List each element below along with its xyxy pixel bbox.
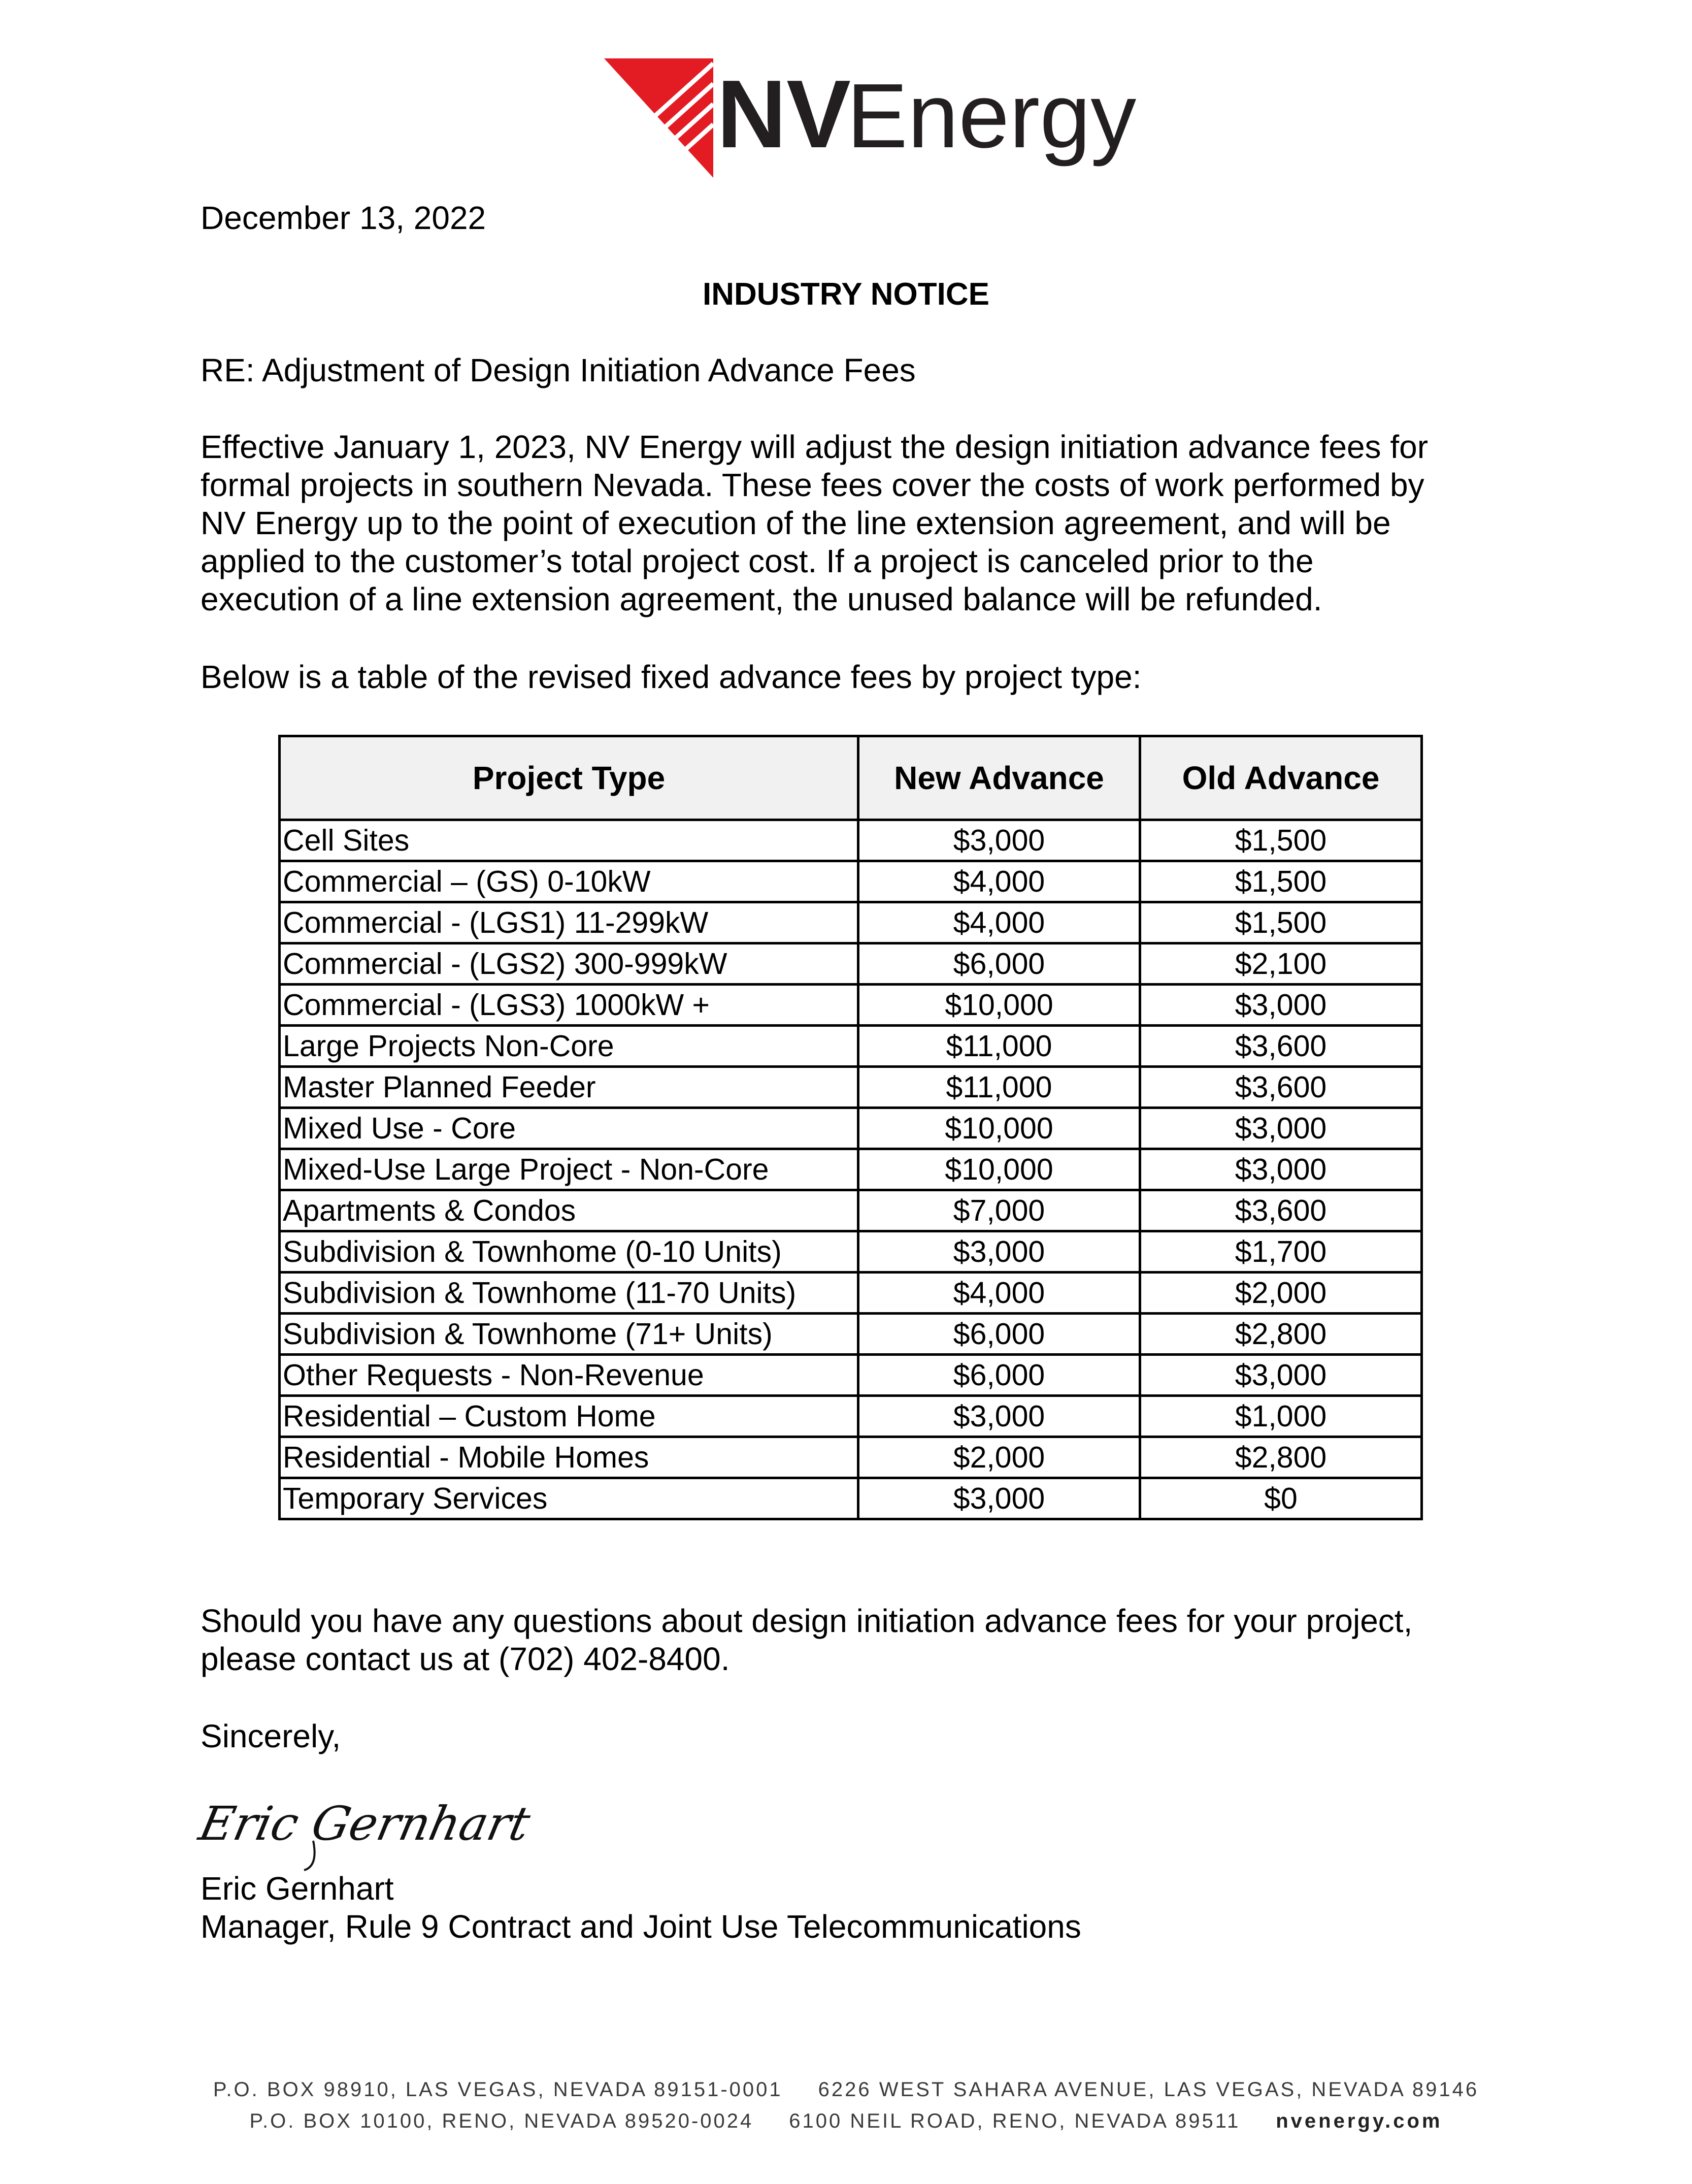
table-row	[280, 1108, 1422, 1149]
table-row	[280, 985, 1422, 1026]
new-advance-cell: $3,000	[858, 1396, 1140, 1437]
project-type-cell: Cell Sites	[280, 820, 858, 861]
old-advance-cell: $2,800	[1140, 1314, 1422, 1355]
paragraph-line: NV Energy up to the point of execution of the line extension agreement, and will be	[201, 505, 1391, 541]
old-advance-cell: $1,500	[1140, 861, 1422, 902]
logo-text-nv: NV	[717, 60, 851, 168]
old-advance-cell: $3,600	[1140, 1067, 1422, 1108]
new-advance-cell: $10,000	[858, 985, 1140, 1026]
footer-website: nvenergy.com	[1276, 2110, 1443, 2132]
old-advance-cell: $3,600	[1140, 1190, 1422, 1231]
paragraph-line: applied to the customer’s total project cost. If a project is canceled prior to the	[201, 543, 1314, 579]
table-row	[280, 1437, 1422, 1478]
header-old-advance: Old Advance	[1140, 736, 1422, 820]
new-advance-cell: $6,000	[858, 943, 1140, 985]
table-row	[280, 1314, 1422, 1355]
old-advance-cell: $2,100	[1140, 943, 1422, 985]
re-line: RE: Adjustment of Design Initiation Advance Fees	[201, 352, 916, 388]
new-advance-cell: $4,000	[858, 1273, 1140, 1314]
notice-title: INDUSTRY NOTICE	[703, 277, 989, 312]
body-paragraph	[201, 428, 1515, 618]
old-advance-cell: $3,000	[1140, 985, 1422, 1026]
nv-energy-logo	[604, 58, 1137, 178]
old-advance-cell: $2,000	[1140, 1273, 1422, 1314]
header-new-advance: New Advance	[858, 736, 1140, 820]
signer-name: Eric Gernhart	[201, 1870, 394, 1907]
paragraph-line: Effective January 1, 2023, NV Energy will adjust the design initiation advance fees for	[201, 429, 1428, 465]
project-type-cell: Temporary Services	[280, 1478, 858, 1519]
old-advance-cell: $3,600	[1140, 1026, 1422, 1067]
project-type-cell: Master Planned Feeder	[280, 1067, 858, 1108]
project-type-cell: Subdivision & Townhome (71+ Units)	[280, 1314, 858, 1355]
new-advance-cell: $11,000	[858, 1026, 1140, 1067]
table-row	[280, 1067, 1422, 1108]
project-type-cell: Residential – Custom Home	[280, 1396, 858, 1437]
project-type-cell: Commercial - (LGS1) 11-299kW	[280, 902, 858, 943]
new-advance-cell: $6,000	[858, 1355, 1140, 1396]
new-advance-cell: $4,000	[858, 902, 1140, 943]
old-advance-cell: $3,000	[1140, 1108, 1422, 1149]
signer-title: Manager, Rule 9 Contract and Joint Use Telecommunications	[201, 1908, 1081, 1945]
project-type-cell: Commercial – (GS) 0-10kW	[280, 861, 858, 902]
salutation: Sincerely,	[201, 1718, 341, 1754]
new-advance-cell: $3,000	[858, 1231, 1140, 1273]
project-type-cell: Subdivision & Townhome (0-10 Units)	[280, 1231, 858, 1273]
old-advance-cell: $1,500	[1140, 820, 1422, 861]
table-header-row	[280, 736, 1422, 820]
new-advance-cell: $6,000	[858, 1314, 1140, 1355]
old-advance-cell: $1,500	[1140, 902, 1422, 943]
project-type-cell: Subdivision & Townhome (11-70 Units)	[280, 1273, 858, 1314]
logo-text-energy: Energy	[847, 65, 1137, 167]
new-advance-cell: $10,000	[858, 1108, 1140, 1149]
new-advance-cell: $2,000	[858, 1437, 1140, 1478]
new-advance-cell: $11,000	[858, 1067, 1140, 1108]
table-row	[280, 861, 1422, 902]
advance-fee-table	[278, 735, 1423, 1520]
footer-address-line-2	[0, 2110, 1692, 2133]
old-advance-cell: $1,700	[1140, 1231, 1422, 1273]
signature-image	[194, 1780, 535, 1871]
signature-script: Eric Gernhart	[194, 1796, 535, 1851]
closing-line: Should you have any questions about design initiation advance fees for your project,	[201, 1603, 1413, 1639]
paragraph-line: formal projects in southern Nevada. These fees cover the costs of work performed by	[201, 467, 1424, 503]
table-row	[280, 1190, 1422, 1231]
old-advance-cell: $3,000	[1140, 1355, 1422, 1396]
project-type-cell: Mixed Use - Core	[280, 1108, 858, 1149]
old-advance-cell: $3,000	[1140, 1149, 1422, 1190]
old-advance-cell: $1,000	[1140, 1396, 1422, 1437]
closing-line: please contact us at (702) 402-8400.	[201, 1641, 730, 1677]
table-row	[280, 1273, 1422, 1314]
project-type-cell: Commercial - (LGS3) 1000kW +	[280, 985, 858, 1026]
table-row	[280, 1149, 1422, 1190]
table-row	[280, 1026, 1422, 1067]
nv-energy-logo-mark	[604, 58, 1137, 178]
footer-reno-po-box: P.O. BOX 10100, RENO, NEVADA 89520-0024	[249, 2110, 754, 2132]
new-advance-cell: $3,000	[858, 820, 1140, 861]
footer-las-vegas-po-box: P.O. BOX 98910, LAS VEGAS, NEVADA 89151-0001	[213, 2078, 783, 2101]
table-row	[280, 943, 1422, 985]
table-row	[280, 1478, 1422, 1519]
new-advance-cell: $4,000	[858, 861, 1140, 902]
letter-date: December 13, 2022	[201, 200, 486, 236]
project-type-cell: Other Requests - Non-Revenue	[280, 1355, 858, 1396]
closing-paragraph	[201, 1602, 1531, 1678]
table-row	[280, 902, 1422, 943]
new-advance-cell: $3,000	[858, 1478, 1140, 1519]
project-type-cell: Commercial - (LGS2) 300-999kW	[280, 943, 858, 985]
new-advance-cell: $10,000	[858, 1149, 1140, 1190]
project-type-cell: Apartments & Condos	[280, 1190, 858, 1231]
table-row	[280, 820, 1422, 861]
project-type-cell: Residential - Mobile Homes	[280, 1437, 858, 1478]
project-type-cell: Large Projects Non-Core	[280, 1026, 858, 1067]
footer-las-vegas-street: 6226 WEST SAHARA AVENUE, LAS VEGAS, NEVADA 89146	[818, 2078, 1479, 2101]
paragraph-line: execution of a line extension agreement, the unused balance will be refunded.	[201, 581, 1322, 617]
footer-address-line-1	[0, 2078, 1692, 2101]
table-row	[280, 1396, 1422, 1437]
project-type-cell: Mixed-Use Large Project - Non-Core	[280, 1149, 858, 1190]
header-project-type: Project Type	[280, 736, 858, 820]
handwritten-signature	[194, 1780, 535, 1871]
table-row	[280, 1231, 1422, 1273]
new-advance-cell: $7,000	[858, 1190, 1140, 1231]
old-advance-cell: $2,800	[1140, 1437, 1422, 1478]
table-row	[280, 1355, 1422, 1396]
old-advance-cell: $0	[1140, 1478, 1422, 1519]
footer-reno-street: 6100 NEIL ROAD, RENO, NEVADA 89511	[789, 2110, 1241, 2132]
table-intro: Below is a table of the revised fixed advance fees by project type:	[201, 659, 1142, 695]
